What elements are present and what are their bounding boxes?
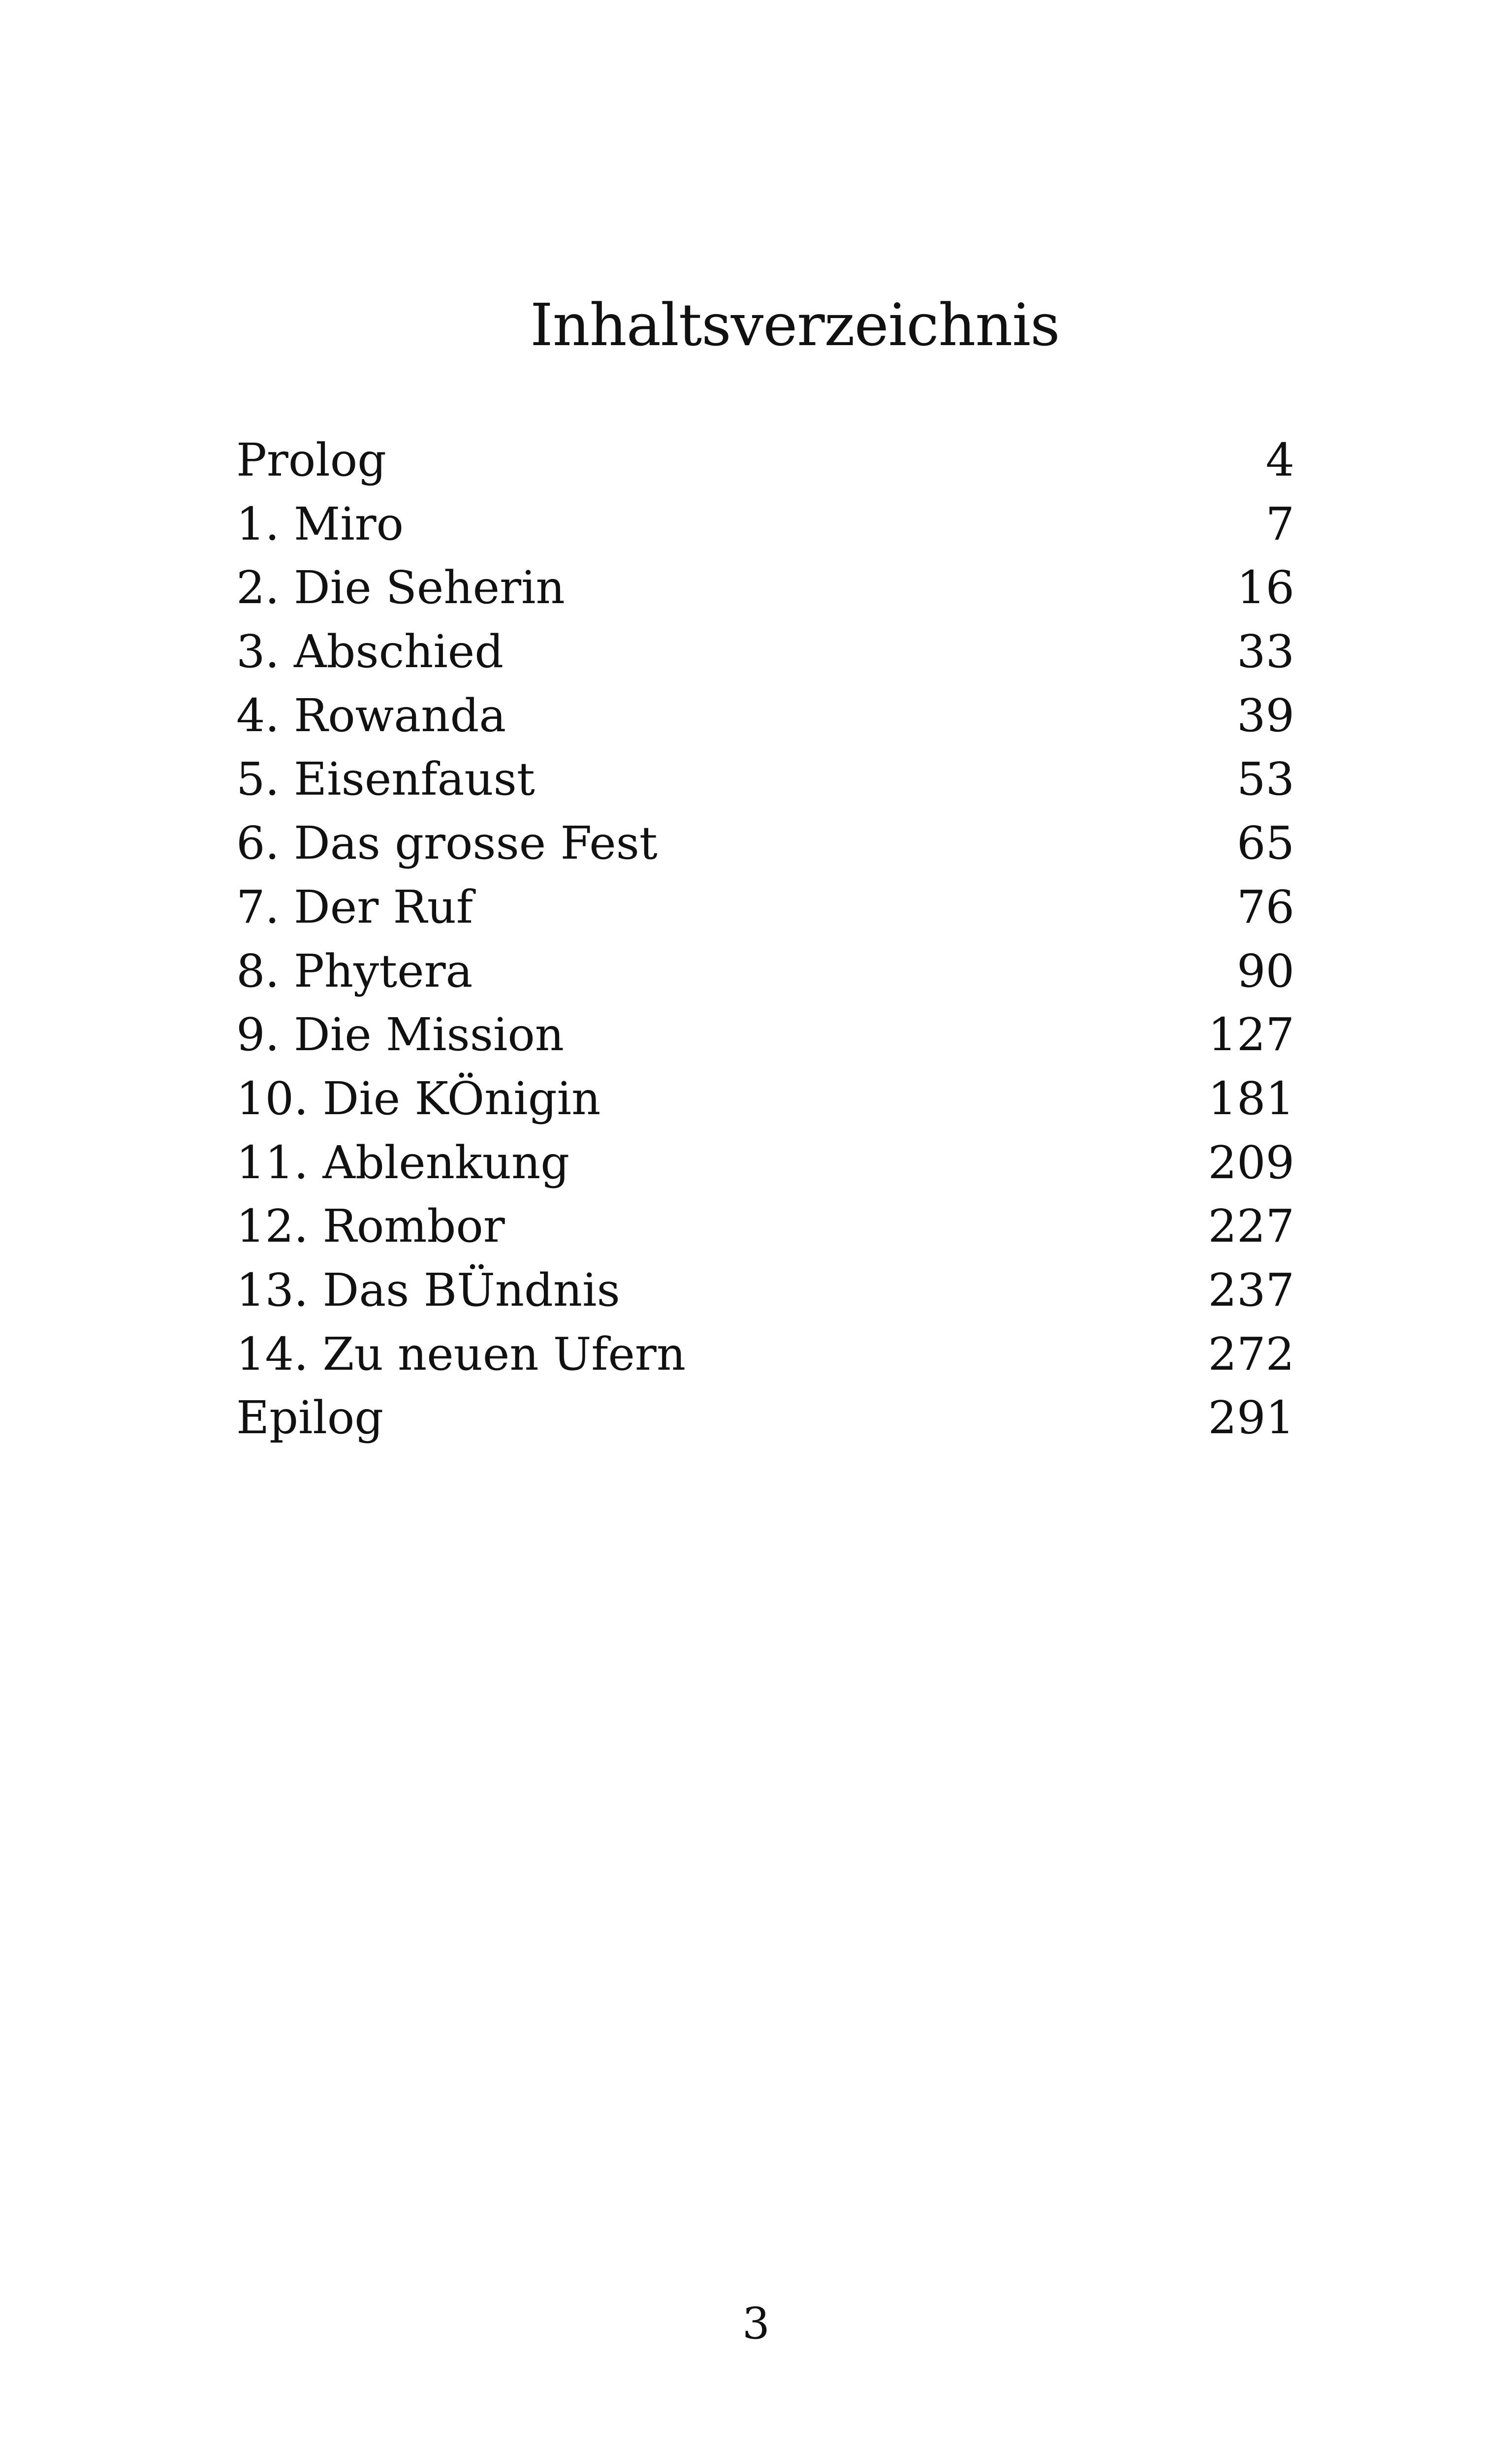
page-number: 3: [742, 2298, 770, 2349]
toc-entry-label: 11. Ablenkung: [236, 1136, 570, 1189]
toc-entry-label: 7. Der Ruf: [236, 880, 473, 933]
page-title: Inhaltsverzeichnis: [530, 291, 1060, 359]
toc-entry: [236, 428, 1294, 492]
toc-entry-label: 4. Rowanda: [236, 689, 506, 742]
toc-entry-page: 90: [1236, 944, 1294, 997]
toc-entry: [236, 684, 1294, 748]
toc-entry: [236, 492, 1294, 556]
toc-entry-page: 4: [1265, 434, 1294, 486]
toc-entry: [236, 1067, 1294, 1131]
toc-entry: [236, 1386, 1294, 1450]
toc-entry-label: 9. Die Mission: [236, 1008, 565, 1061]
toc-entry: [236, 620, 1294, 684]
toc-entry-label: 10. Die KÖnigin: [236, 1072, 601, 1125]
toc-entry-page: 7: [1265, 497, 1294, 550]
toc-entry-label: 2. Die Seherin: [236, 561, 565, 614]
toc-entry-page: 65: [1236, 817, 1294, 870]
toc-entry: [236, 1003, 1294, 1067]
toc-entry: [236, 1194, 1294, 1258]
toc-entry: [236, 875, 1294, 939]
toc-entry-label: 5. Eisenfaust: [236, 753, 535, 806]
toc-entry: [236, 939, 1294, 1003]
toc-entry-page: 237: [1208, 1263, 1294, 1317]
toc-entry-page: 209: [1208, 1136, 1294, 1189]
toc-entry-page: 53: [1236, 753, 1294, 806]
toc-entry-page: 16: [1236, 561, 1294, 614]
toc-entry-label: 1. Miro: [236, 497, 404, 550]
toc-entry-label: Epilog: [236, 1391, 384, 1445]
toc-entry-page: 272: [1208, 1327, 1294, 1381]
toc-entry-page: 76: [1236, 880, 1294, 933]
toc-entry-label: 13. Das BÜndnis: [236, 1263, 620, 1317]
toc-entry: [236, 811, 1294, 875]
toc-entry-page: 291: [1208, 1391, 1294, 1445]
toc-entry-page: 39: [1236, 689, 1294, 742]
toc-entry-label: 12. Rombor: [236, 1200, 505, 1253]
toc-entry-label: Prolog: [236, 434, 386, 486]
toc-entry: [236, 556, 1294, 620]
toc-entry-page: 33: [1236, 625, 1294, 678]
toc-entry: [236, 1322, 1294, 1386]
toc-entry: [236, 1258, 1294, 1322]
toc-entry: [236, 1131, 1294, 1195]
toc-entry: [236, 747, 1294, 811]
toc-entry-label: 8. Phytera: [236, 944, 473, 997]
toc-entry-page: 127: [1208, 1008, 1294, 1061]
toc-entry-label: 6. Das grosse Fest: [236, 817, 658, 870]
toc-entry-label: 14. Zu neuen Ufern: [236, 1327, 686, 1381]
toc-entry-page: 227: [1208, 1200, 1294, 1253]
table-of-contents: [236, 428, 1294, 1450]
toc-entry-label: 3. Abschied: [236, 625, 504, 678]
toc-entry-page: 181: [1208, 1072, 1294, 1125]
